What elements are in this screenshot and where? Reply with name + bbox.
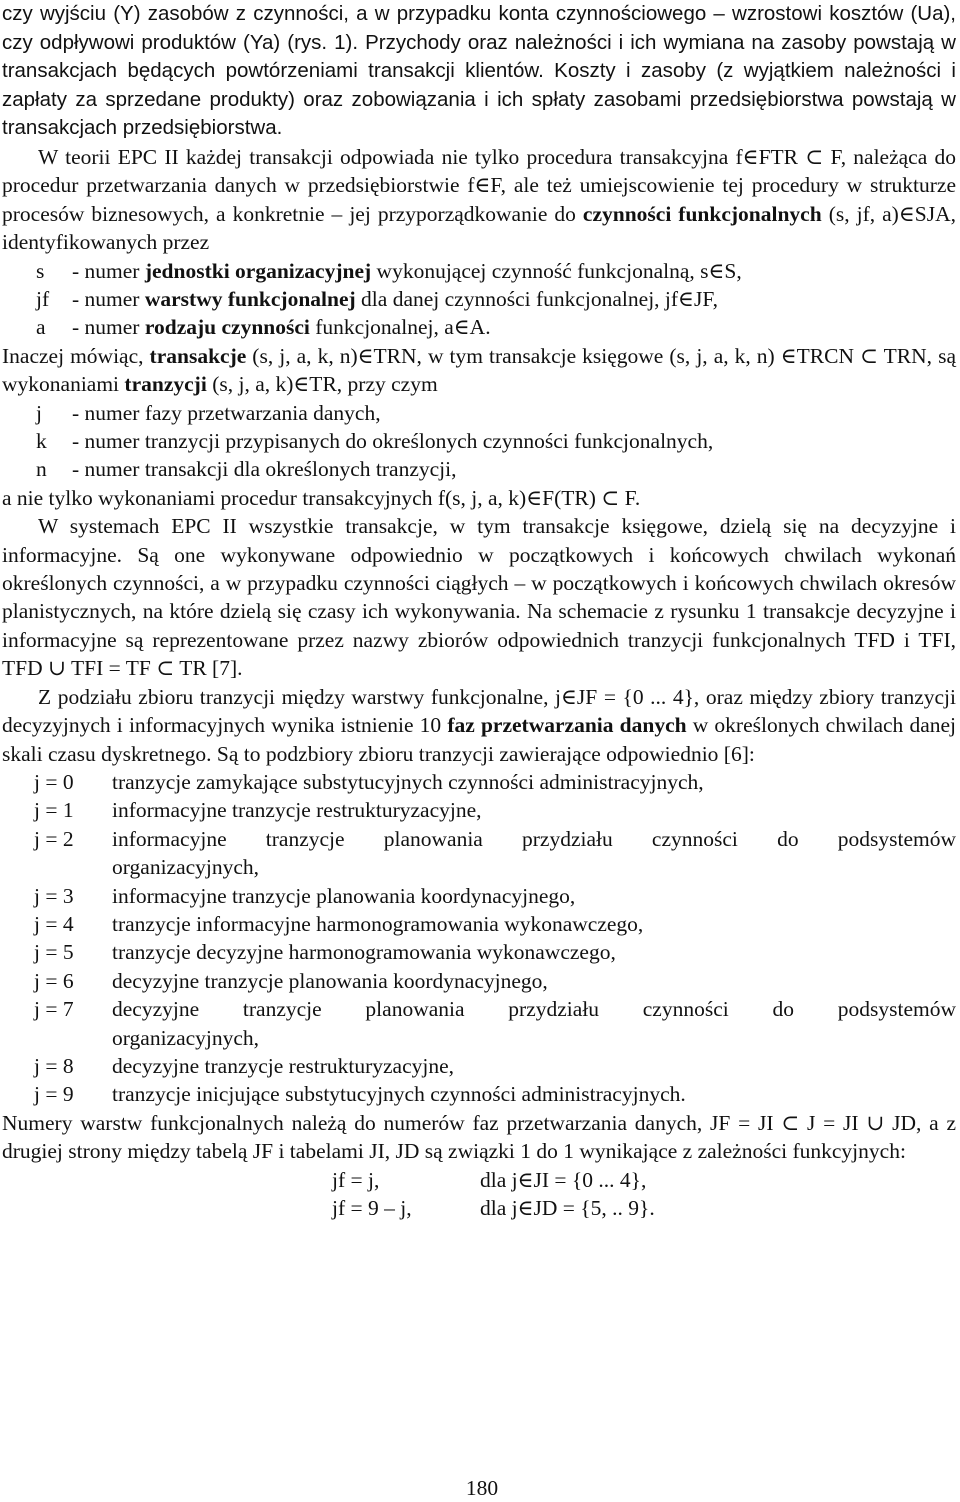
formula-line (2, 1166, 956, 1194)
definition-item (2, 399, 956, 427)
phase-description-line: informacyjne tranzycje planowania koordynacyjnego, (112, 883, 576, 908)
phase-description (112, 768, 956, 796)
text-run: wykonującej czynność funkcjonalną, s∈S, (371, 258, 742, 283)
phase-item (2, 910, 956, 938)
bold-term: czynności funkcjonalnych (582, 201, 822, 226)
phase-item (2, 882, 956, 910)
main-text (2, 143, 956, 1222)
definition-text (72, 455, 956, 483)
bold-term: jednostki organizacyjnej (144, 258, 372, 283)
phase-item (2, 825, 956, 882)
phase-description (112, 1052, 956, 1080)
paragraph-decision-information (2, 512, 956, 682)
phase-item (2, 967, 956, 995)
phase-index: j = 4 (34, 911, 74, 936)
phase-index: j = 3 (34, 883, 74, 908)
definition-symbol: jf (36, 287, 50, 311)
text-run: - numer (72, 258, 145, 283)
phase-description-line: tranzycje decyzyjne harmonogramowania wykonawczego, (112, 940, 616, 965)
phase-item (2, 995, 956, 1052)
phase-index: j = 9 (34, 1082, 74, 1107)
phase-index: j = 6 (34, 968, 74, 993)
phase-index: j = 7 (34, 997, 74, 1022)
phase-description-continuation: organizacyjnych, (112, 855, 260, 880)
formula-line (2, 1194, 956, 1222)
paragraph-procedures (2, 484, 956, 512)
bold-term: tranzycji (124, 372, 207, 397)
paragraph-layer-numbers (2, 1109, 956, 1166)
definition-text (72, 399, 956, 427)
text-run: a nie tylko wykonaniami procedur transakcyjnych f(s, j, a, k)∈F(TR) ⊂ F. (2, 485, 641, 510)
definition-symbol: k (36, 429, 47, 454)
phase-description-line: tranzycje zamykające substytucyjnych czynności administracyjnych, (112, 769, 704, 794)
phase-description (112, 938, 956, 966)
definition-item (2, 313, 956, 341)
phase-description-line: decyzyjne tranzycje planowania koordynacyjnego, (112, 968, 548, 993)
paragraph-epc-theory (2, 143, 956, 257)
formula-condition: dla j∈JD = {5, .. 9}. (480, 1196, 655, 1220)
phase-description-line: informacyjne tranzycje planowania przydziału czynności do podsystemów (112, 826, 956, 851)
definition-symbol: n (36, 457, 47, 482)
text-run: w określonych chwilach danej skali czasu dyskretnego. Są to podzbiory zbioru tranzycji zawierające odpowiednio [6]: (2, 713, 956, 766)
phase-description-line: tranzycje informacyjne harmonogramowania wykonawczego, (112, 911, 644, 936)
text-run: - numer tranzycji przypisanych do określonych czynności funkcjonalnych, (72, 429, 714, 454)
text-run: W systemach EPC II wszystkie transakcje, w tym transakcje księgowe, dzielą się na decyzyjne i informacyjne. Są one wykonywane odpowiednio w początkowych i końcowych chwilach wykonań określonych czynności, a w przypadku czynności ciągłych – w początkowych i końcowych chwilach okresów planistycznych, na które dzielą się czasy ich wykonywania. Na schemacie z rysunku 1 transakcje decyzyjne i informacyjne są reprezentowane przez nazwy zbiorów odpowiednich tranzycji funkcjonalnych TFD i TFI, TFD ∪ TFI = TF ⊂ TR [7]. (2, 514, 956, 681)
bold-term: rodzaju czynności (144, 315, 310, 340)
text-run: Inaczej mówiąc, (2, 343, 150, 368)
phase-index: j = 5 (34, 940, 74, 965)
text-run: funkcjonalnej, a∈A. (309, 315, 491, 340)
text-run: (s, j, a, k)∈TR, przy czym (206, 372, 438, 397)
phase-description (112, 910, 956, 938)
formula-condition: dla j∈JI = {0 ... 4}, (480, 1167, 647, 1192)
text-run: (s, j, a, k, n)∈TRN, w tym transakcje księgowe (s, j, a, k, n) ∈TRCN ⊂ TRN, są wykonaniami (2, 343, 956, 397)
phase-index: j = 0 (34, 769, 74, 794)
definition-symbol: s (36, 258, 45, 283)
phase-item (2, 768, 956, 796)
bold-term: faz przetwarzania danych (447, 713, 687, 738)
phase-description-line: tranzycje inicjujące substytucyjnych czynności administracyjnych. (112, 1082, 686, 1107)
phase-description (112, 1080, 956, 1108)
phase-description-continuation: organizacyjnych, (112, 1025, 260, 1050)
phase-description (112, 995, 956, 1052)
definition-text (72, 313, 956, 341)
phase-item (2, 1080, 956, 1108)
paragraph-transactions (2, 342, 956, 399)
phase-description (112, 882, 956, 910)
definition-item (2, 427, 956, 455)
phase-list (2, 768, 956, 1109)
phase-index: j = 1 (34, 798, 74, 823)
definition-symbol: j (36, 400, 42, 425)
document-page (2, 0, 956, 1500)
phase-description-line: decyzyjne tranzycje restrukturyzacyjne, (112, 1053, 455, 1078)
text-run: Numery warstw funkcjonalnych należą do numerów faz przetwarzania danych, JF = JI ⊂ J = JI ∪ JD, a z drugiej strony między tabelą JF i tabelami JI, JD są związki 1 do 1 wynikające z zależności funkcyjnych: (2, 1110, 956, 1164)
definition-symbol: a (36, 315, 46, 340)
phase-item (2, 796, 956, 824)
text-run: dla danej czynności funkcjonalnej, jf∈JF, (355, 287, 718, 311)
text-run: Z podziału zbioru tranzycji między warstwy funkcjonalne, j∈JF = {0 ... 4}, oraz między zbiory tranzycji decyzyjnych i informacyjnych wynika istnienie 10 (2, 684, 956, 738)
page-number: 180 (465, 1476, 499, 1500)
text-run: - numer transakcji dla określonych tranzycji, (72, 457, 457, 482)
text-run: - numer (72, 287, 145, 311)
definition-list-activity (2, 257, 956, 342)
phase-item (2, 1052, 956, 1080)
definition-item (2, 257, 956, 285)
definition-list-transition (2, 399, 956, 484)
phase-description (112, 796, 956, 824)
definition-text (72, 427, 956, 455)
formula-expression: jf = 9 – j, (332, 1196, 412, 1220)
phase-description-line: informacyjne tranzycje restrukturyzacyjne, (112, 798, 482, 823)
formula-block (2, 1166, 956, 1223)
phase-description-line: decyzyjne tranzycje planowania przydziału czynności do podsystemów (112, 997, 956, 1022)
phase-description (112, 825, 956, 882)
phase-description (112, 967, 956, 995)
paragraph-intro (2, 0, 956, 143)
bold-term: warstwy funkcjonalnej (144, 287, 356, 311)
phase-item (2, 938, 956, 966)
bold-term: transakcje (149, 343, 247, 368)
definition-item (2, 285, 956, 313)
text-run: - numer (72, 315, 145, 340)
definition-item (2, 455, 956, 483)
definition-text (72, 257, 956, 285)
paragraph-phases-intro (2, 683, 956, 768)
phase-index: j = 8 (34, 1053, 74, 1078)
phase-index: j = 2 (34, 826, 74, 851)
text-run: W teorii EPC II każdej transakcji odpowiada nie tylko procedura transakcyjna f∈FTR ⊂ F, należąca do procedur przetwarzania danych w przedsiębiorstwie f∈F, ale też umiejscowienie tej procedury w strukturze procesów biznesowych, a konkretnie – jej przyporządkowanie do (2, 144, 956, 226)
text-run: czy wyjściu (Y) zasobów z czynności, a w przypadku konta czynnościowego – wzrostowi kosztów (Ua), czy odpływowi produktów (Ya) (rys. 1). Przychody oraz należności i ich wymiana na zasoby powstają w transakcjach będących powtórzeniami transakcji klientów. Koszty i zasoby (z wyjątkiem należności i zapłaty za sprzedane produkty) oraz zobowiązania i ich spłaty zasobami przedsiębiorstwa powstają w transakcjach przedsiębiorstwa. (2, 2, 956, 140)
text-run: (s, jf, a)∈SJA, identyfikowanych przez (2, 201, 956, 255)
formula-expression: jf = j, (332, 1167, 380, 1192)
definition-text (72, 285, 956, 313)
text-run: - numer fazy przetwarzania danych, (72, 400, 381, 425)
